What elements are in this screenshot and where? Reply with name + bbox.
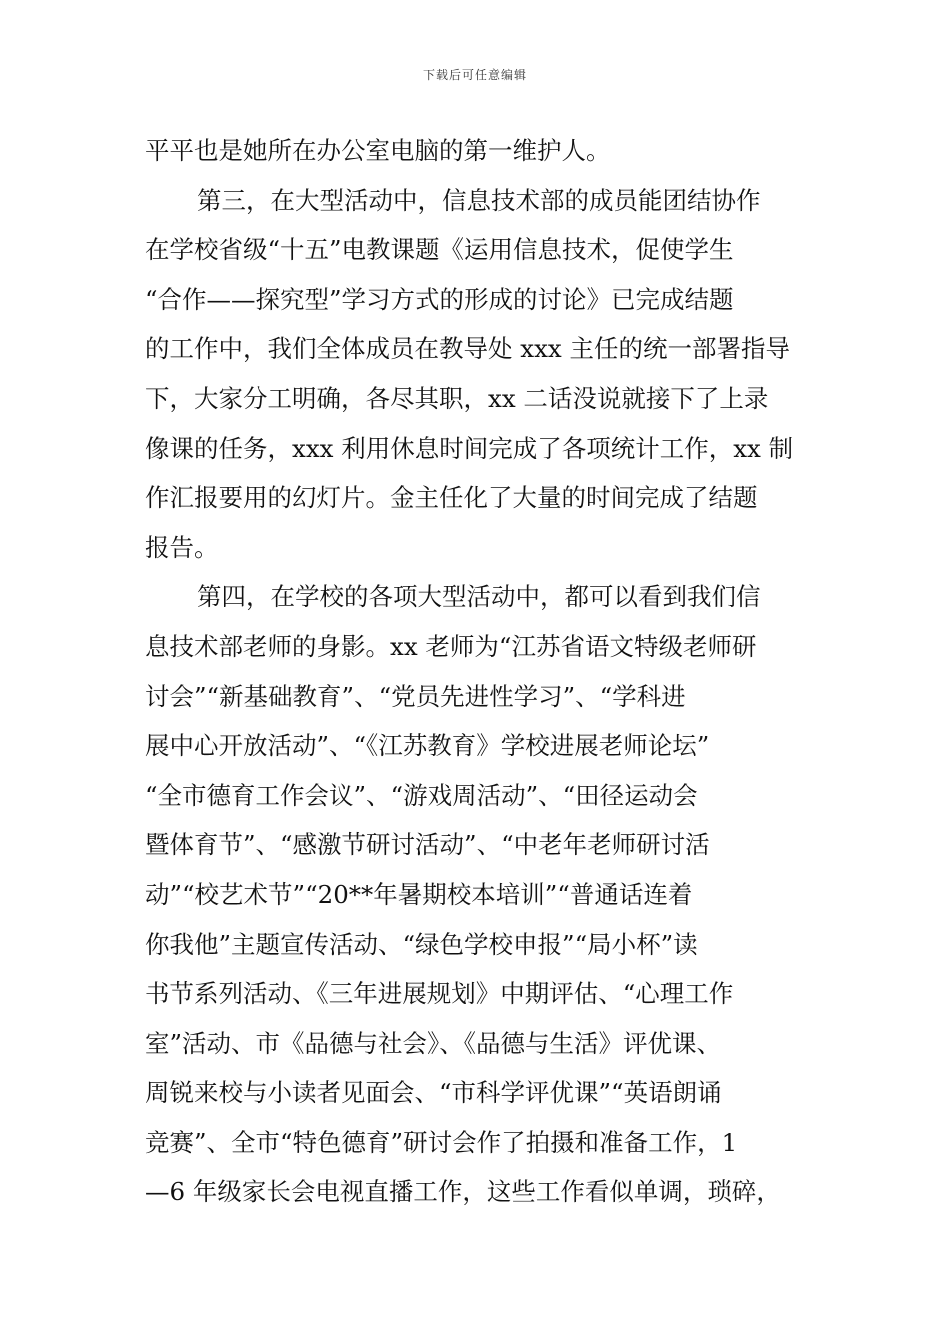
text-line: 第三，在大型活动中，信息技术部的成员能团结协作 [197,185,761,215]
text-line: 在学校省级“十五”电教课题《运用信息技术，促使学生 [145,235,734,265]
text-line: 像课的任务，xxx 利用休息时间完成了各项统计工作，xx 制 [145,433,794,463]
text-line: 你我他”主题宣传活动、“绿色学校申报”“局小杯”读 [145,929,698,959]
text-line: 室”活动、市《品德与社会》、《品德与生活》评优课、 [145,1028,722,1058]
header-note: 下载后可任意编辑 [422,68,527,82]
text-line: “全市德育工作会议”、“游戏周活动”、“田径运动会 [145,780,698,810]
text-line: 报告。 [145,532,219,562]
text-line: 周锐来校与小读者见面会、“市科学评优课”“英语朗诵 [145,1078,722,1108]
text-line: 动”“校艺术节”“20**年暑期校本培训”“普通话连着 [145,879,693,909]
document-body [145,126,810,1217]
text-line: 作汇报要用的幻灯片。金主任化了大量的时间完成了结题 [145,483,758,513]
text-line: 平平也是她所在办公室电脑的第一维护人。 [145,136,611,165]
text-line: —6 年级家长会电视直播工作，这些工作看似单调，琐碎， [145,1177,781,1207]
text-line: 的工作中，我们全体成员在教导处 xxx 主任的统一部署指导 [145,334,791,364]
text-line: 第四，在学校的各项大型活动中，都可以看到我们信 [197,582,761,612]
text-line: 展中心开放活动”、“《江苏教育》学校进展老师论坛” [145,731,710,761]
text-line: 讨会”“新基础教育”、“党员先进性学习”、“学科进 [145,681,686,711]
text-line: 书节系列活动、《三年进展规划》中期评估、“心理工作 [145,979,734,1009]
text-line: “合作——探究型”学习方式的形成的讨论》已完成结题 [145,284,734,314]
text-line: 下，大家分工明确，各尽其职，xx 二话没说就接下了上录 [145,383,769,413]
text-line: 竞赛”、全市“特色德育”研讨会作了拍摄和准备工作，1 [145,1127,738,1157]
text-line: 息技术部老师的身影。xx 老师为“江苏省语文特级老师研 [145,631,757,661]
text-line: 暨体育节”、“感激节研讨活动”、“中老年老师研讨活 [145,830,710,860]
